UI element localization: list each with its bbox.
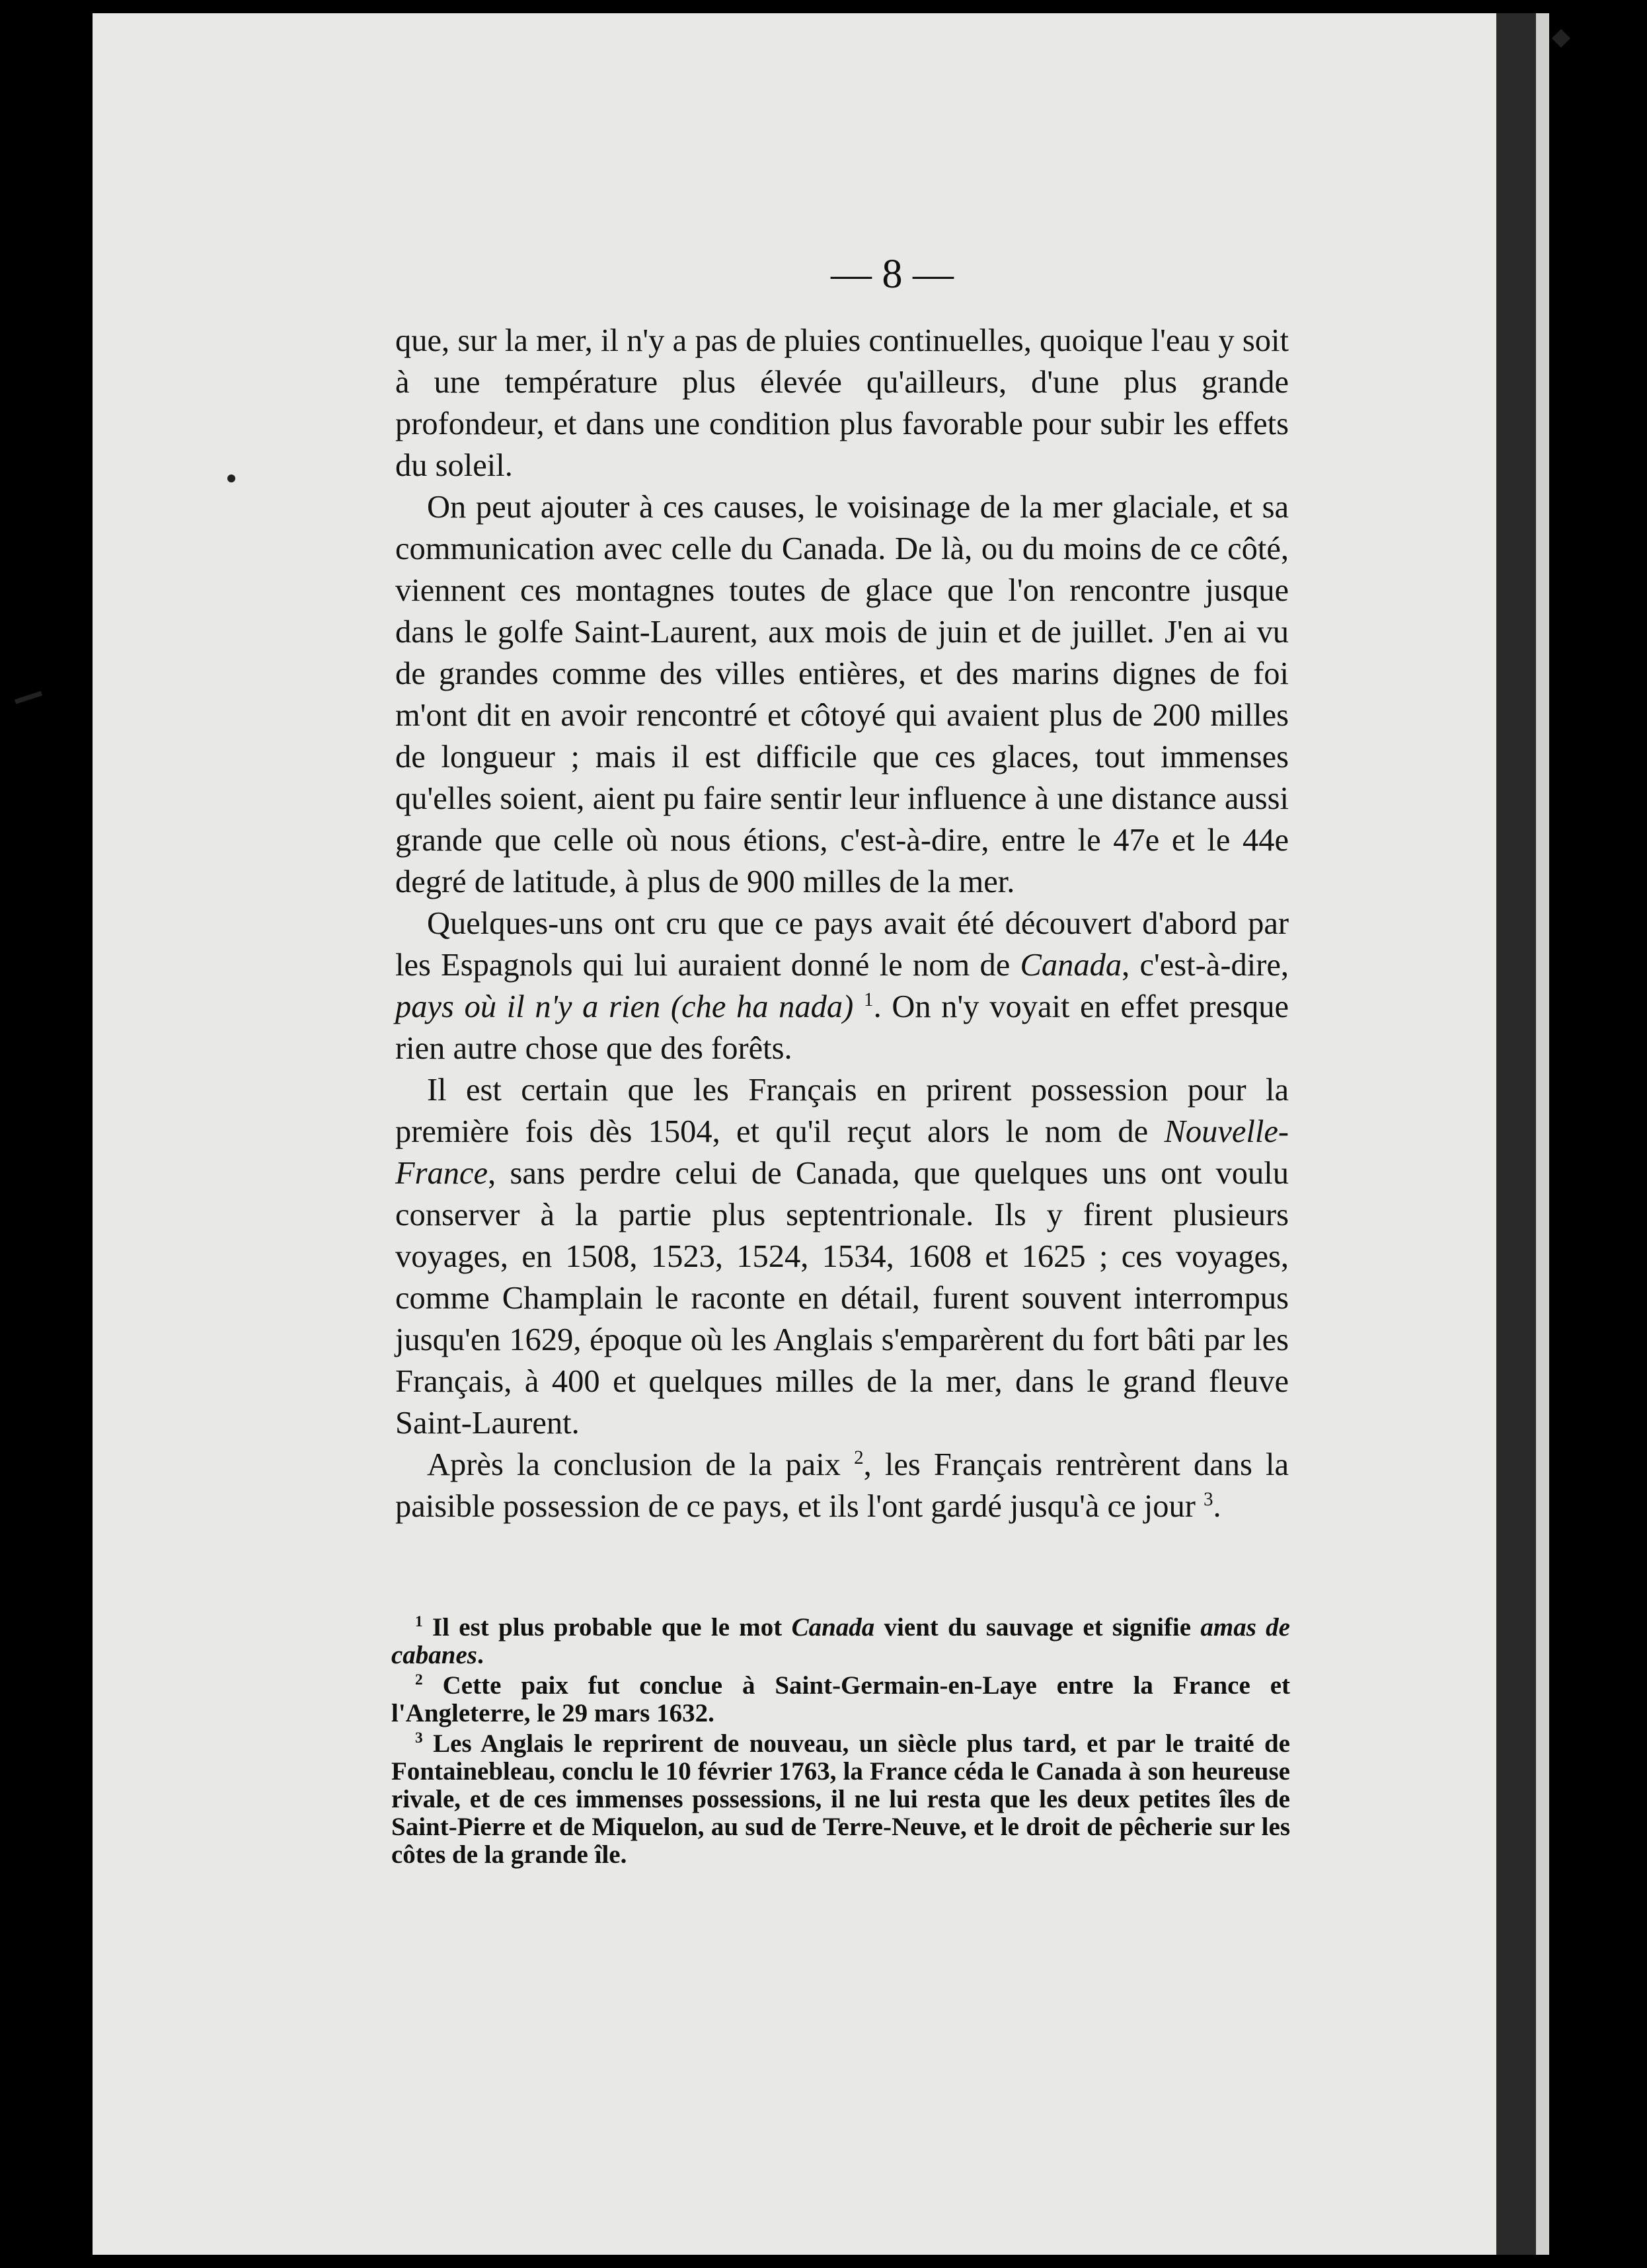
footnote-2 xyxy=(391,1672,1290,1727)
paragraph-4-text-a: Il est certain que les Français en prirent possession pour la première fois dès 1504, et qu'il reçut alors le nom de xyxy=(395,1073,1289,1149)
footnote-1-canada: Canada xyxy=(791,1613,875,1642)
footnote-1-text-b: vient du sauvage et signifie xyxy=(874,1613,1201,1642)
footnote-number: 1 xyxy=(415,1613,423,1630)
paragraph-4 xyxy=(395,1069,1289,1444)
footnote-number: 2 xyxy=(415,1671,423,1688)
paragraph-5-text-a: Après la conclusion de la paix xyxy=(427,1447,855,1482)
stray-corner-mark xyxy=(1552,29,1570,48)
paragraph-2: On peut ajouter à ces causes, le voisinage de la mer glaciale, et sa communication avec celle du Canada. De là, ou du moins de ce côté, viennent ces montagnes toutes de glace que l'on rencontre jusque dans le golfe Saint-Laurent, aux mois de juin et de juillet. J'en ai vu de grandes comme des villes entières, et des marins dignes de foi m'ont dit en avoir rencontré et côtoyé qui avaient plus de 200 milles de longueur ; mais il est difficile que ces glaces, tout immenses qu'elles soient, aient pu faire sentir leur influence à une distance aussi grande que celle où nous étions, c'est-à-dire, entre le 47e et le 44e degré de latitude, à plus de 900 milles de la mer. xyxy=(395,490,1289,899)
stray-dash-mark xyxy=(15,691,42,704)
spine-edge xyxy=(1536,13,1549,2255)
paragraph-3-text-b: , c'est-à-dire, xyxy=(1122,948,1289,983)
footnote-number: 3 xyxy=(415,1729,423,1747)
footnote-1 xyxy=(391,1614,1290,1669)
book-spine xyxy=(1496,13,1536,2255)
footnote-2-text: Cette paix fut conclue à Saint-Germain-en-Laye entre la France et l'Angleterre, le 29 mars 1632. xyxy=(391,1671,1291,1727)
paragraph-3 xyxy=(395,903,1289,1069)
footnote-ref-3[interactable]: 3 xyxy=(1203,1488,1213,1510)
paragraph-5-text-c: . xyxy=(1213,1489,1221,1524)
page-number: — 8 — xyxy=(831,252,954,297)
paragraph-3-text-c: . On n'y voyait en effet presque rien autre chose que des forêts. xyxy=(395,989,1289,1066)
footnote-1-text-a: Il est plus probable que le mot xyxy=(432,1613,792,1642)
paragraph-5 xyxy=(395,1444,1289,1527)
body-text xyxy=(395,320,1289,1527)
paragraph-3-text-a: Quelques-uns ont cru que ce pays avait été découvert d'abord par les Espagnols qui lui auraient donné le nom de xyxy=(395,906,1289,983)
canada-term: Canada xyxy=(1020,948,1122,983)
nouvelle-france-term: Nouvelle-France xyxy=(395,1114,1289,1191)
footnote-1-text-c: . xyxy=(477,1641,484,1669)
footnote-3-text: Les Anglais le reprirent de nouveau, un siècle plus tard, et par le traité de Fontainebleau, conclu le 10 février 1763, la France céda le Canada à son heureuse rivale, et de ces immenses possessions, il ne lui resta que les deux petites îles de Saint-Pierre et de Miquelon, au sud de Terre-Neuve, et le droit de pêcherie sur les côtes de la grande île. xyxy=(391,1729,1290,1869)
paragraph-1: que, sur la mer, il n'y a pas de pluies continuelles, quoique l'eau y soit à une température plus élevée qu'ailleurs, d'une plus grande profondeur, et dans une condition plus favorable pour subir les effets du soleil. xyxy=(395,323,1289,483)
footnotes xyxy=(391,1614,1290,1871)
stray-dot-mark xyxy=(227,474,235,482)
footnote-ref-1[interactable]: 1 xyxy=(864,989,874,1010)
paragraph-4-text-b: , sans perdre celui de Canada, que quelques uns ont voulu conserver à la partie plus septentrionale. Ils y firent plusieurs voyages, en 1508, 1523, 1524, 1534, 1608 et 1625 ; ces voyages, comme Champlain le raconte en détail, furent souvent interrompus jusqu'en 1629, époque où les Anglais s'emparèrent du fort bâti par les Français, à 400 et quelques milles de la mer, dans le grand fleuve Saint-Laurent. xyxy=(395,1156,1289,1441)
rien-phrase: pays où il n'y a rien (che ha nada) xyxy=(395,989,854,1024)
footnote-3 xyxy=(391,1730,1290,1869)
footnote-ref-2[interactable]: 2 xyxy=(854,1447,864,1468)
footnote-1-cabanes: amas de cabanes xyxy=(391,1613,1290,1669)
paragraph-5-text-b: , les Français rentrèrent dans la paisible possession de ce pays, et ils l'ont gardé jusqu'à ce jour xyxy=(395,1447,1289,1524)
